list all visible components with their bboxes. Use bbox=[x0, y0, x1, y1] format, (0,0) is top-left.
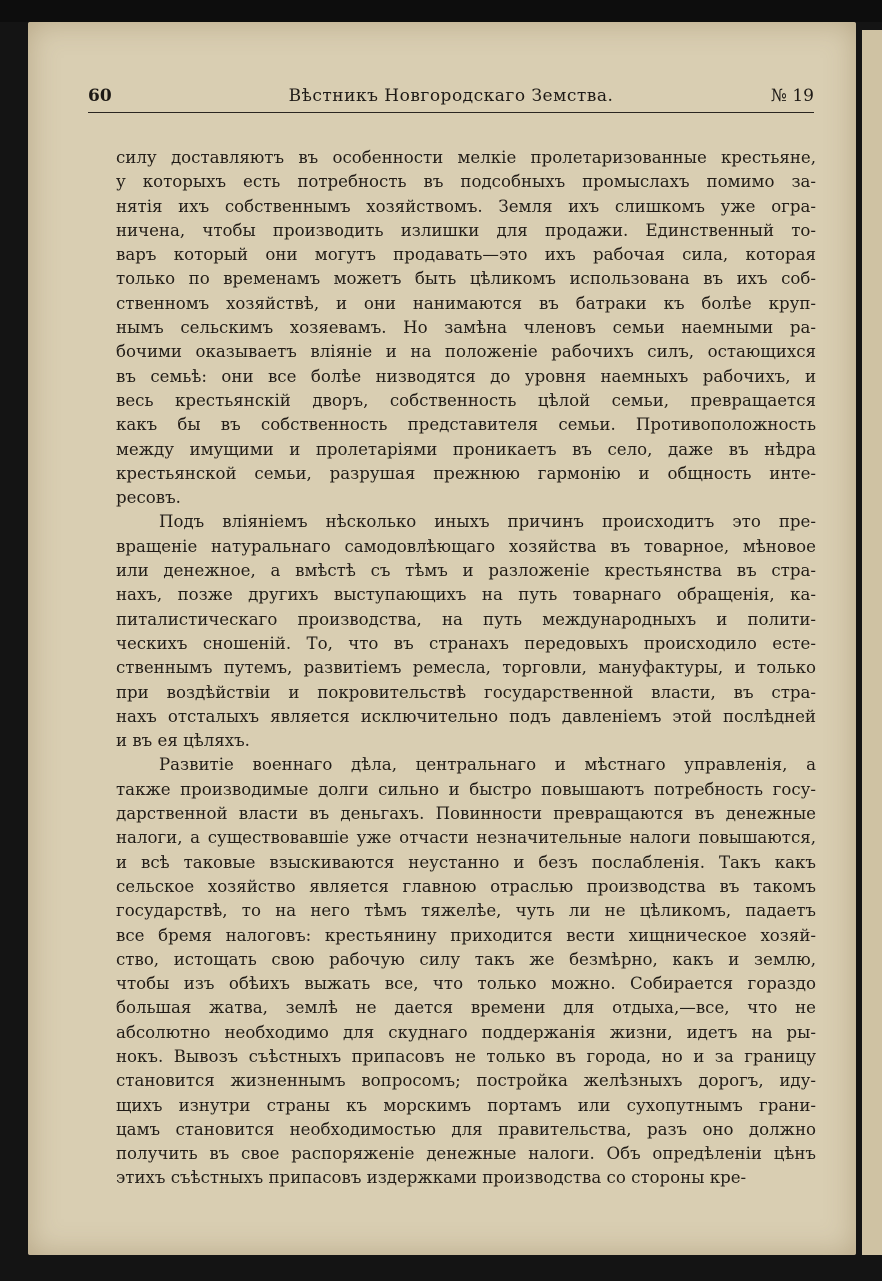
text-line: у которыхъ есть потребность въ подсобныхъ промыслахъ помимо за- bbox=[116, 172, 816, 192]
text-line: и всѣ таковые взыскиваются неустанно и безъ послабленія. Такъ какъ bbox=[116, 852, 816, 872]
page-header bbox=[88, 78, 814, 113]
text-line: или денежное, а вмѣстѣ съ тѣмъ и разложеніе крестьянства въ стра- bbox=[116, 561, 816, 581]
paragraph bbox=[116, 146, 816, 510]
text-line: вращеніе натуральнаго самодовлѣющаго хозяйства въ товарное, мѣновое bbox=[116, 536, 816, 556]
issue-number: № 19 bbox=[770, 86, 814, 106]
text-line: ческихъ сношеній. То, что въ странахъ передовыхъ происходило есте- bbox=[116, 633, 816, 653]
page-body bbox=[116, 146, 816, 1191]
text-line: налоги, а существовавшіе уже отчасти незначительные налоги повышаются, bbox=[116, 828, 816, 848]
text-line: при воздѣйствіи и покровительствѣ государственной власти, въ стра- bbox=[116, 682, 816, 702]
text-line: получить въ свое распоряженіе денежные налоги. Объ опредѣленіи цѣнъ bbox=[116, 1144, 816, 1164]
text-line: большая жатва, землѣ не дается времени для отдыха,—все, что не bbox=[116, 998, 816, 1018]
text-line: ничена, чтобы производить излишки для продажи. Единственный то- bbox=[116, 220, 816, 240]
text-line: цамъ становится необходимостью для правительства, разъ оно должно bbox=[116, 1119, 816, 1139]
text-line: ство, истощать свою рабочую силу такъ же безмѣрно, какъ и землю, bbox=[116, 949, 816, 969]
text-line: и въ ея цѣляхъ. bbox=[116, 731, 250, 751]
text-line: весь крестьянскій дворъ, собственность цѣлой семьи, превращается bbox=[116, 390, 816, 410]
paragraph bbox=[116, 753, 816, 1190]
text-line: бочими оказываетъ вліяніе и на положеніе рабочихъ силъ, остающихся bbox=[116, 342, 816, 362]
text-line: этихъ съѣстныхъ припасовъ издержками производства со стороны кре- bbox=[116, 1168, 747, 1188]
text-line: нокъ. Вывозъ съѣстныхъ припасовъ не только въ города, но и за границу bbox=[116, 1046, 816, 1066]
text-line: нятія ихъ собственнымъ хозяйствомъ. Земля ихъ слишкомъ уже огра- bbox=[116, 196, 816, 216]
running-title: Вѣстникъ Новгородскаго Земства. bbox=[288, 86, 614, 106]
text-line: ственнымъ путемъ, развитіемъ ремесла, торговли, мануфактуры, и только bbox=[116, 658, 816, 678]
text-line: государствѣ, то на него тѣмъ тяжелѣе, чуть ли не цѣликомъ, падаетъ bbox=[116, 901, 816, 921]
text-line: чтобы изъ обѣихъ выжать все, что только можно. Собирается гораздо bbox=[116, 974, 816, 994]
text-line: какъ бы въ собственность представителя семьи. Противоположность bbox=[116, 415, 816, 435]
text-line: въ семьѣ: они все болѣе низводятся до уровня наемныхъ рабочихъ, и bbox=[116, 366, 816, 386]
text-line: абсолютно необходимо для скуднаго поддержанія жизни, идетъ на ры- bbox=[116, 1022, 816, 1042]
text-line: Подъ вліяніемъ нѣсколько иныхъ причинъ происходитъ это пре- bbox=[159, 512, 816, 532]
text-line: ственномъ хозяйствѣ, и они нанимаются въ батраки къ болѣе круп- bbox=[116, 293, 816, 313]
text-line: только по временамъ можетъ быть цѣликомъ использована въ ихъ соб- bbox=[116, 269, 816, 289]
scan-top-border bbox=[0, 0, 882, 22]
text-line: становится жизненнымъ вопросомъ; постройка желѣзныхъ дорогъ, иду- bbox=[116, 1071, 816, 1091]
text-line: сельское хозяйство является главною отраслью производства въ такомъ bbox=[116, 876, 816, 896]
text-line: все бремя налоговъ: крестьянину приходится вести хищническое хозяй- bbox=[116, 925, 816, 945]
text-line: нахъ отсталыхъ является исключительно подъ давленіемъ этой послѣдней bbox=[116, 706, 816, 726]
text-line: питалистическаго производства, на путь международныхъ и полити- bbox=[116, 609, 816, 629]
text-line: нымъ сельскимъ хозяевамъ. Но замѣна членовъ семьи наемными ра- bbox=[116, 318, 816, 338]
text-line: ресовъ. bbox=[116, 488, 181, 508]
next-page-edge bbox=[862, 30, 882, 1255]
text-line: дарственной власти въ деньгахъ. Повинности превращаются въ денежные bbox=[116, 804, 816, 824]
text-line: крестьянской семьи, разрушая прежнюю гармонію и общность инте- bbox=[116, 463, 816, 483]
page-number: 60 bbox=[88, 86, 112, 106]
text-line: нахъ, позже другихъ выступающихъ на путь товарнаго обращенія, ка- bbox=[116, 585, 816, 605]
text-line: силу доставляютъ въ особенности мелкіе пролетаризованные крестьяне, bbox=[116, 148, 816, 167]
text-line: варъ который они могутъ продавать—это ихъ рабочая сила, которая bbox=[116, 245, 816, 265]
text-line: между имущими и пролетаріями проникаетъ въ село, даже въ нѣдра bbox=[116, 439, 816, 459]
paragraph bbox=[116, 510, 816, 753]
text-line: также производимые долги сильно и быстро повышаютъ потребность госу- bbox=[116, 779, 816, 799]
text-line: Развитіе военнаго дѣла, центральнаго и мѣстнаго управленія, а bbox=[159, 755, 816, 775]
text-line: щихъ изнутри страны къ морскимъ портамъ или сухопутнымъ грани- bbox=[116, 1095, 816, 1115]
